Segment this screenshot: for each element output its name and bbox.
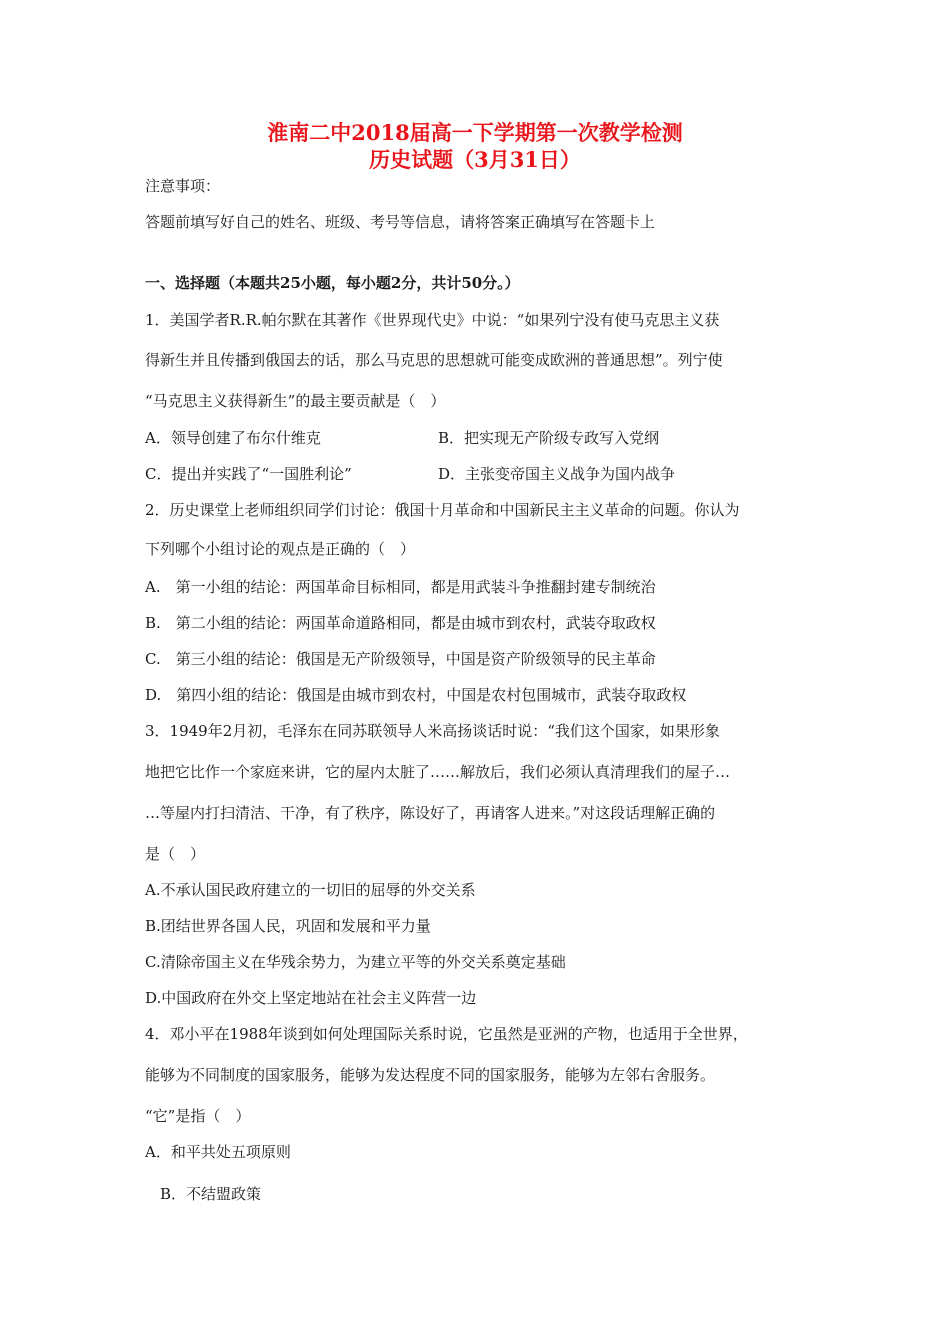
question-3-option-b: B.团结世界各国人民，巩固和发展和平力量 <box>145 917 431 935</box>
question-3-line-2: 地把它比作一个家庭来讲，它的屋内太脏了……解放后，我们必须认真清理我们的屋子… <box>145 763 731 781</box>
question-2-option-a: A. 第一小组的结论：两国革命目标相同，都是用武装斗争推翻封建专制统治 <box>145 578 656 596</box>
question-4-line-1: 4．邓小平在1988年谈到如何处理国际关系时说，它虽然是亚洲的产物，也适用于全世界， <box>145 1025 748 1043</box>
question-1-line-3: “马克思主义获得新生”的最主要贡献是（ ） <box>145 392 446 410</box>
notice-text: 答题前填写好自己的姓名、班级、考号等信息，请将答案正确填写在答题卡上 <box>145 213 656 231</box>
question-3-line-1: 3．1949年2月初，毛泽东在同苏联领导人米高扬谈话时说：“我们这个国家，如果形象 <box>145 722 720 740</box>
section-heading: 一、选择题（本题共25小题，每小题2分，共计50分。） <box>145 274 520 292</box>
question-1-line-2: 得新生并且传播到俄国去的话，那么马克思的思想就可能变成欧洲的普通思想”。列宁使 <box>145 351 723 369</box>
question-4-line-3: “它”是指（ ） <box>145 1107 251 1125</box>
question-1-option-d: D．主张变帝国主义战争为国内战争 <box>438 465 676 483</box>
question-3-option-d: D.中国政府在外交上坚定地站在社会主义阵营一边 <box>145 989 477 1007</box>
question-3-option-c: C.清除帝国主义在华残余势力，为建立平等的外交关系奠定基础 <box>145 953 566 971</box>
question-1-option-b: B．把实现无产阶级专政写入党纲 <box>438 429 660 447</box>
question-1-option-c: C．提出并实践了“一国胜利论” <box>145 465 352 483</box>
question-4-option-a: A．和平共处五项原则 <box>145 1143 291 1161</box>
question-1-option-a: A．领导创建了布尔什维克 <box>145 429 321 447</box>
exam-subtitle: 历史试题（3月31日） <box>369 147 581 172</box>
question-2-line-2: 下列哪个小组讨论的观点是正确的（ ） <box>145 540 416 558</box>
question-4-option-b: B．不结盟政策 <box>160 1185 262 1203</box>
question-2-line-1: 2．历史课堂上老师组织同学们讨论：俄国十月革命和中国新民主主义革命的问题。你认为 <box>145 501 740 519</box>
question-3-line-3: …等屋内打扫清洁、干净，有了秩序，陈设好了，再请客人进来。”对这段话理解正确的 <box>145 804 716 822</box>
notice-heading: 注意事项： <box>145 177 221 195</box>
question-1-line-1: 1．美国学者R.R.帕尔默在其著作《世界现代史》中说：“如果列宁没有使马克思主义获 <box>145 311 720 329</box>
question-3-line-4: 是（ ） <box>145 845 206 863</box>
question-2-option-b: B. 第二小组的结论：两国革命道路相同，都是由城市到农村，武装夺取政权 <box>145 614 656 632</box>
exam-title: 淮南二中2018届高一下学期第一次教学检测 <box>267 120 683 145</box>
question-2-option-c: C. 第三小组的结论：俄国是无产阶级领导，中国是资产阶级领导的民主革命 <box>145 650 656 668</box>
question-3-option-a: A.不承认国民政府建立的一切旧的屈辱的外交关系 <box>145 881 476 899</box>
question-4-line-2: 能够为不同制度的国家服务，能够为发达程度不同的国家服务，能够为左邻右舍服务。 <box>145 1066 716 1084</box>
question-2-option-d: D. 第四小组的结论：俄国是由城市到农村，中国是农村包围城市，武装夺取政权 <box>145 686 687 704</box>
